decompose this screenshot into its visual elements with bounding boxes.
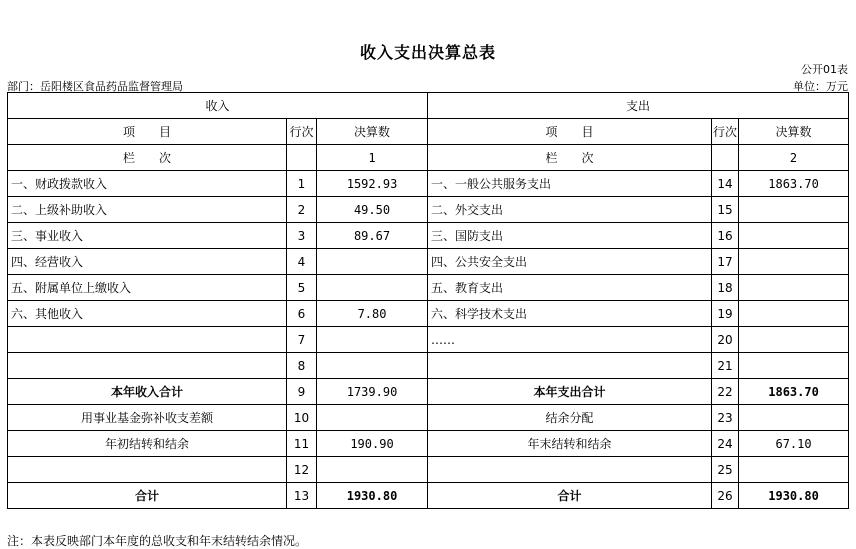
income-amount-cell: 89.67 [317, 223, 428, 249]
table-row [8, 249, 849, 275]
expense-item-cell: 三、国防支出 [428, 223, 712, 249]
expense-row-number: 14 [712, 171, 739, 197]
expense-row-number: 23 [712, 405, 739, 431]
income-item-cell: 五、附属单位上缴收入 [8, 275, 287, 301]
expense-section-header: 支出 [428, 93, 849, 119]
expense-amount-cell [739, 405, 849, 431]
income-row-number: 2 [287, 197, 317, 223]
table-row [8, 353, 849, 379]
expense-item-header: 项 目 [428, 119, 712, 145]
income-row-number: 12 [287, 457, 317, 483]
income-column-label: 栏 次 [8, 145, 287, 171]
expense-amount-cell [739, 301, 849, 327]
expense-amount-cell: 1863.70 [739, 379, 849, 405]
expense-amount-cell: 1863.70 [739, 171, 849, 197]
column-index-row [8, 145, 849, 171]
expense-amount-cell [739, 249, 849, 275]
expense-item-cell: 合计 [428, 483, 712, 509]
income-item-cell [8, 457, 287, 483]
expense-amount-cell [739, 223, 849, 249]
income-item-cell [8, 327, 287, 353]
section-header-row [8, 93, 849, 119]
expense-item-cell: 本年支出合计 [428, 379, 712, 405]
expense-item-cell: 二、外交支出 [428, 197, 712, 223]
expense-item-cell: 五、教育支出 [428, 275, 712, 301]
income-section-header: 收入 [8, 93, 428, 119]
income-amount-cell [317, 457, 428, 483]
report-title: 收入支出决算总表 [359, 43, 496, 62]
income-item-cell: 年初结转和结余 [8, 431, 287, 457]
expense-column-no: 2 [739, 145, 849, 171]
department-label: 部门：岳阳楼区食品药品监督管理局 [7, 80, 183, 93]
table-row [8, 431, 849, 457]
income-amount-cell: 1930.80 [317, 483, 428, 509]
expense-item-cell: 年末结转和结余 [428, 431, 712, 457]
table-row [8, 301, 849, 327]
footnote: 注：本表反映部门本年度的总收支和年末结转结余情况。 [7, 534, 308, 548]
expense-amount-cell [739, 275, 849, 301]
income-item-cell: 本年收入合计 [8, 379, 287, 405]
table-row [8, 483, 849, 509]
income-amount-cell: 190.90 [317, 431, 428, 457]
income-amount-header: 决算数 [317, 119, 428, 145]
unit-label: 单位：万元 [793, 80, 848, 93]
expense-rowno-header: 行次 [712, 119, 739, 145]
form-code: 公开01表 [801, 63, 848, 76]
table-row [8, 223, 849, 249]
income-row-number: 3 [287, 223, 317, 249]
income-row-number: 7 [287, 327, 317, 353]
income-item-cell: 三、事业收入 [8, 223, 287, 249]
income-row-number: 1 [287, 171, 317, 197]
income-row-number: 8 [287, 353, 317, 379]
expense-row-number: 15 [712, 197, 739, 223]
income-amount-cell: 1739.90 [317, 379, 428, 405]
income-amount-cell [317, 327, 428, 353]
expense-amount-header: 决算数 [739, 119, 849, 145]
income-column-no-blank [287, 145, 317, 171]
expense-item-cell: 六、科学技术支出 [428, 301, 712, 327]
income-item-cell [8, 353, 287, 379]
expense-item-cell: …… [428, 327, 712, 353]
income-column-no: 1 [317, 145, 428, 171]
expense-row-number: 21 [712, 353, 739, 379]
table-row [8, 379, 849, 405]
expense-row-number: 20 [712, 327, 739, 353]
expense-item-cell: 结余分配 [428, 405, 712, 431]
income-expense-table [7, 92, 849, 509]
expense-item-cell: 一、一般公共服务支出 [428, 171, 712, 197]
income-item-cell: 合计 [8, 483, 287, 509]
expense-column-no-blank [712, 145, 739, 171]
table-row [8, 171, 849, 197]
income-row-number: 4 [287, 249, 317, 275]
income-row-number: 13 [287, 483, 317, 509]
table-row [8, 327, 849, 353]
expense-row-number: 25 [712, 457, 739, 483]
table-row [8, 405, 849, 431]
income-rowno-header: 行次 [287, 119, 317, 145]
expense-row-number: 18 [712, 275, 739, 301]
income-row-number: 6 [287, 301, 317, 327]
income-row-number: 11 [287, 431, 317, 457]
expense-amount-cell: 67.10 [739, 431, 849, 457]
income-amount-cell [317, 249, 428, 275]
table-row [8, 275, 849, 301]
expense-amount-cell [739, 353, 849, 379]
expense-row-number: 22 [712, 379, 739, 405]
expense-row-number: 16 [712, 223, 739, 249]
expense-item-cell [428, 457, 712, 483]
income-amount-cell: 1592.93 [317, 171, 428, 197]
income-amount-cell [317, 353, 428, 379]
income-amount-cell [317, 275, 428, 301]
income-item-cell: 二、上级补助收入 [8, 197, 287, 223]
expense-amount-cell [739, 457, 849, 483]
income-row-number: 10 [287, 405, 317, 431]
expense-row-number: 26 [712, 483, 739, 509]
income-amount-cell: 7.80 [317, 301, 428, 327]
income-item-cell: 用事业基金弥补收支差额 [8, 405, 287, 431]
table-row [8, 197, 849, 223]
expense-row-number: 19 [712, 301, 739, 327]
expense-amount-cell [739, 197, 849, 223]
expense-amount-cell [739, 327, 849, 353]
column-header-row [8, 119, 849, 145]
expense-item-cell: 四、公共安全支出 [428, 249, 712, 275]
income-amount-cell [317, 405, 428, 431]
income-item-cell: 六、其他收入 [8, 301, 287, 327]
expense-row-number: 17 [712, 249, 739, 275]
expense-column-label: 栏 次 [428, 145, 712, 171]
income-item-cell: 一、财政拨款收入 [8, 171, 287, 197]
income-row-number: 9 [287, 379, 317, 405]
income-item-cell: 四、经营收入 [8, 249, 287, 275]
income-row-number: 5 [287, 275, 317, 301]
income-item-header: 项 目 [8, 119, 287, 145]
table-row [8, 457, 849, 483]
expense-amount-cell: 1930.80 [739, 483, 849, 509]
income-amount-cell: 49.50 [317, 197, 428, 223]
expense-row-number: 24 [712, 431, 739, 457]
expense-item-cell [428, 353, 712, 379]
